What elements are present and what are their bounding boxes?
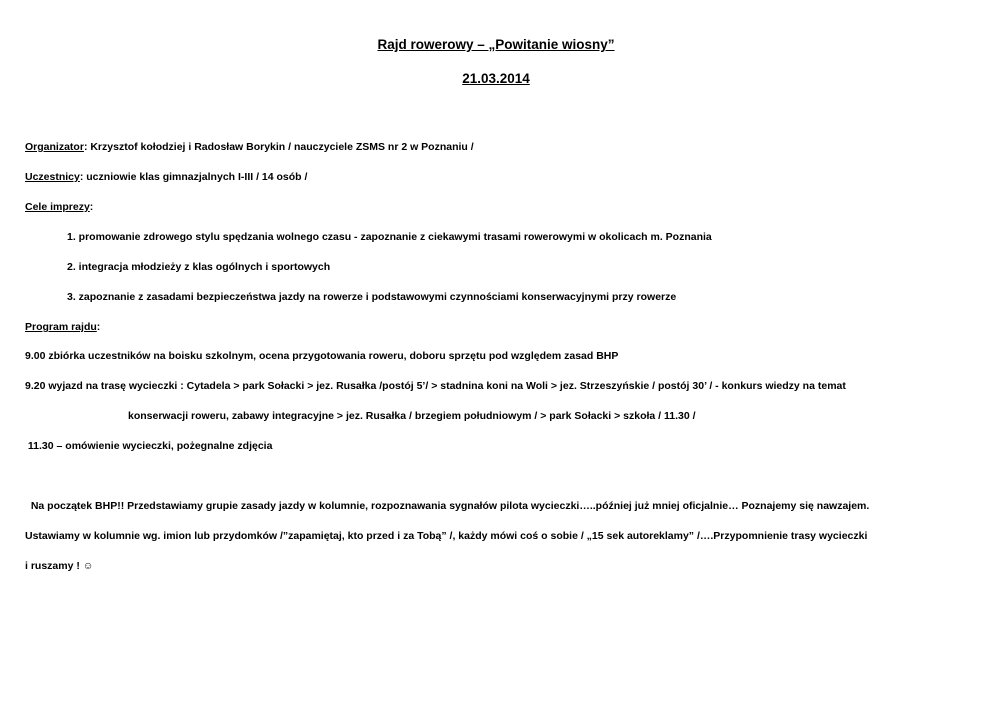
program-line: 11.30 – omówienie wycieczki, pożegnalne zdjęcia: [25, 440, 273, 452]
goals-heading: Cele imprezy:: [25, 201, 94, 213]
participants-line: [25, 171, 307, 184]
organizer-label: Organizator: [25, 141, 84, 153]
document-title: Rajd rowerowy – „Powitanie wiosny”: [377, 37, 615, 52]
program-line: 9.20 wyjazd na trasę wycieczki : Cytadela > park Sołacki > jez. Rusałka /postój 5’/ > stadnina koni na Woli > jez. Strzeszyńskie / postój 30’ / - konkurs wiedzy na temat: [25, 380, 846, 392]
goal-item: 1. promowanie zdrowego stylu spędzania wolnego czasu - zapoznanie z ciekawymi trasami rowerowymi w okolicach m. Poznania: [67, 231, 712, 243]
program-heading: Program rajdu:: [25, 321, 101, 333]
note-paragraph-line: i ruszamy ! ☺: [25, 560, 94, 572]
event-date: 21.03.2014: [462, 71, 530, 86]
organizer-text: : Krzysztof kołodziej i Radosław Borykin / nauczyciele ZSMS nr 2 w Poznaniu /: [83, 141, 474, 153]
goal-item: 2. integracja młodzieży z klas ogólnych i sportowych: [67, 261, 331, 273]
program-label: Program rajdu: [25, 321, 97, 333]
goal-item: 3. zapoznanie z zasadami bezpieczeństwa jazdy na rowerze i podstawowymi czynnościami konserwacyjnymi przy rowerze: [67, 291, 677, 303]
note-paragraph-line: Na początek BHP!! Przedstawiamy grupie zasady jazdy w kolumnie, rozpoznawania sygnałów pilota wycieczki…..później już mniej oficjalnie… Poznajemy się nawzajem.: [25, 500, 870, 512]
participants-label: Uczestnicy: [25, 171, 80, 183]
organizer-line: [25, 141, 474, 154]
participants-text: : uczniowie klas gimnazjalnych I-III / 14 osób /: [79, 171, 308, 183]
program-line: 9.00 zbiórka uczestników na boisku szkolnym, ocena przygotowania roweru, doboru sprzętu pod względem zasad BHP: [25, 350, 619, 362]
program-line: konserwacji roweru, zabawy integracyjne > jez. Rusałka / brzegiem południowym / > park Sołacki > szkoła / 11.30 /: [128, 410, 696, 422]
note-paragraph-line: Ustawiamy w kolumnie wg. imion lub przydomków /”zapamiętaj, kto przed i za Tobą” /, każdy mówi coś o sobie / „15 sek autoreklamy” /….Przypomnienie trasy wycieczki: [25, 530, 868, 542]
goals-label: Cele imprezy: [25, 201, 90, 213]
